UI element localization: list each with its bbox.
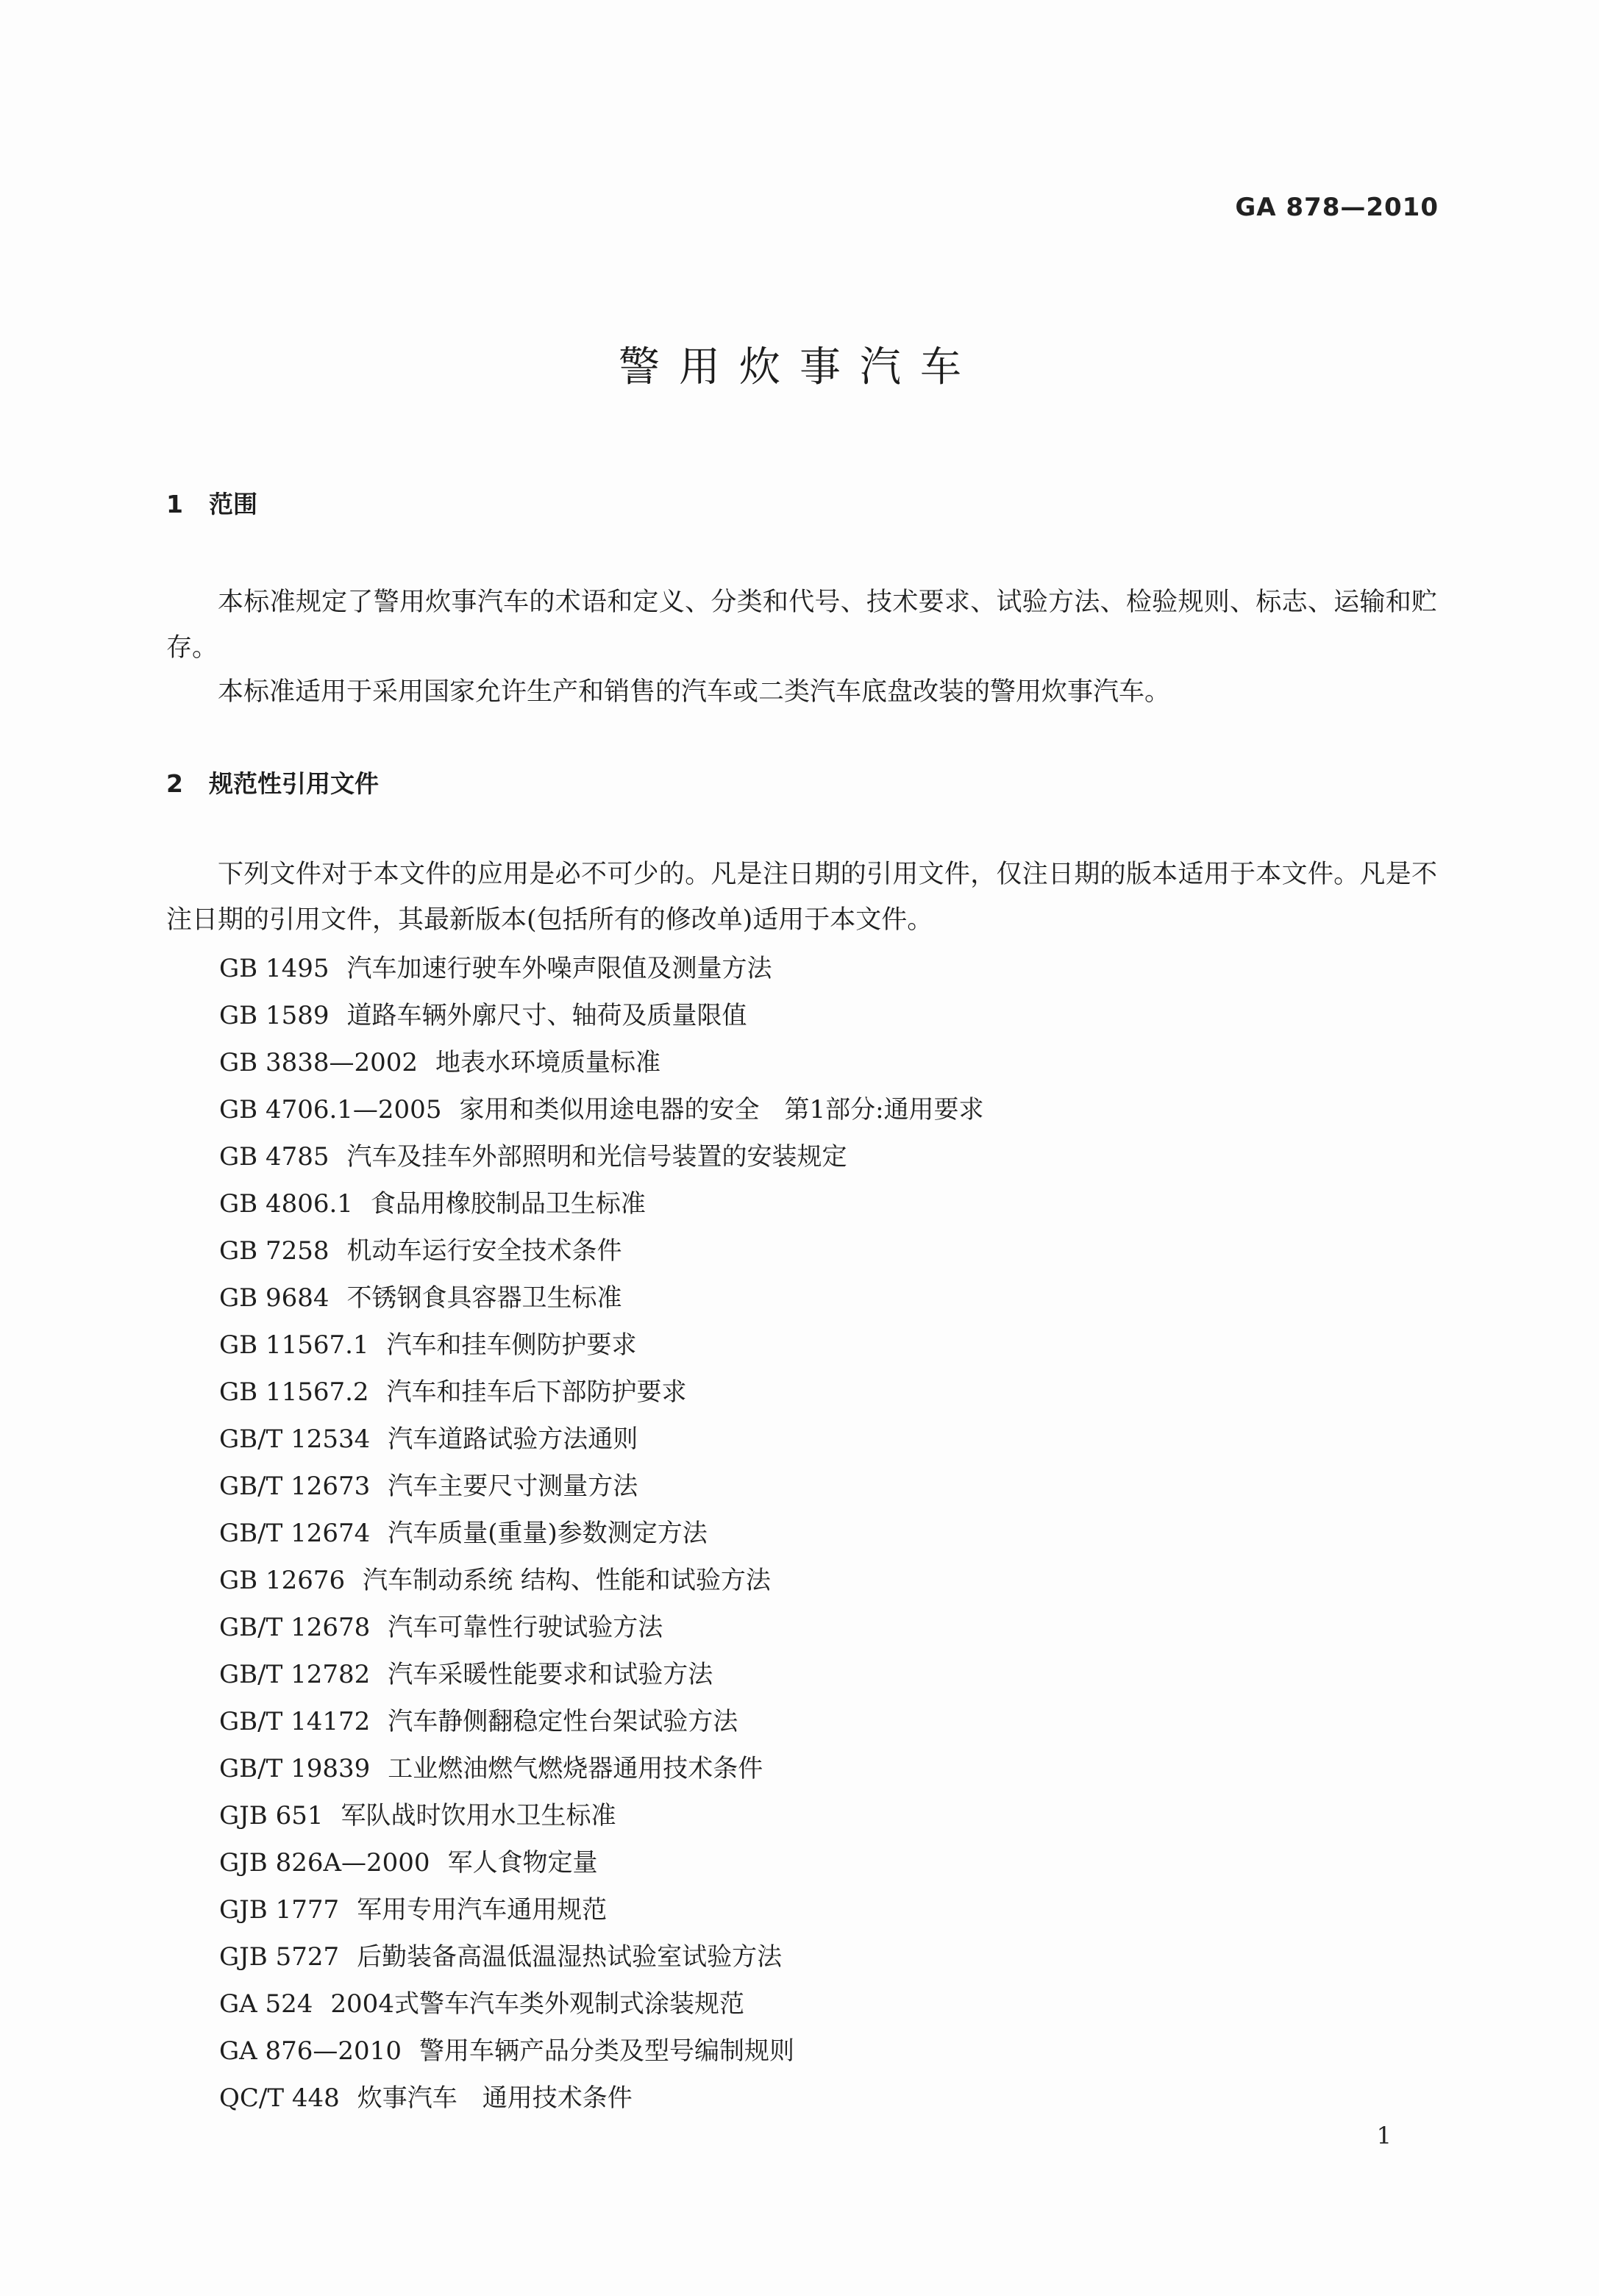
scope-paragraph-2: 本标准适用于采用国家允许生产和销售的汽车或二类汽车底盘改装的警用炊事汽车。 xyxy=(218,677,1171,707)
reference-code: GA 524 xyxy=(219,1989,313,2019)
reference-code: GJB 826A—2000 xyxy=(219,1848,430,1878)
reference-item xyxy=(219,1274,984,1322)
reference-item xyxy=(219,2028,984,2075)
reference-code: GB 1589 xyxy=(219,1001,330,1030)
reference-title: 汽车采暖性能要求和试验方法 xyxy=(388,1660,713,1689)
reference-title: 2004式警车汽车类外观制式涂装规范 xyxy=(330,1989,744,2019)
reference-code: GJB 651 xyxy=(219,1801,324,1830)
reference-code: GJB 1777 xyxy=(219,1895,340,1925)
reference-title: 道路车辆外廓尺寸、轴荷及质量限值 xyxy=(346,1001,747,1030)
reference-title: 军队战时饮用水卫生标准 xyxy=(341,1801,616,1830)
reference-title: 机动车运行安全技术条件 xyxy=(346,1236,622,1266)
reference-item xyxy=(219,1510,984,1557)
reference-code: GB 9684 xyxy=(219,1283,330,1313)
reference-item xyxy=(219,1745,984,1792)
reference-item xyxy=(219,1886,984,1933)
reference-item xyxy=(219,1698,984,1745)
reference-code: GB 3838—2002 xyxy=(219,1048,419,1077)
reference-title: 炊事汽车 通用技术条件 xyxy=(357,2083,633,2113)
reference-title: 地表水环境质量标准 xyxy=(435,1048,661,1077)
reference-code: GB 1495 xyxy=(219,954,330,983)
reference-code: GB 11567.1 xyxy=(219,1330,369,1360)
reference-title: 食品用橡胶制品卫生标准 xyxy=(370,1189,646,1219)
reference-title: 汽车和挂车后下部防护要求 xyxy=(386,1377,687,1407)
reference-title: 后勤装备高温低温湿热试验室试验方法 xyxy=(357,1942,783,1972)
reference-code: GB/T 12678 xyxy=(219,1613,371,1642)
reference-item xyxy=(219,2075,984,2122)
reference-title: 工业燃油燃气燃烧器通用技术条件 xyxy=(388,1754,763,1783)
reference-code: GB/T 12673 xyxy=(219,1472,371,1501)
reference-item xyxy=(219,1933,984,1981)
reference-title: 不锈钢食具容器卫生标准 xyxy=(346,1283,622,1313)
references-intro-paragraph: 下列文件对于本文件的应用是必不可少的。凡是注日期的引用文件，仅注日期的版本适用于本文件。凡是不注日期的引用文件，其最新版本(包括所有的修改单)适用于本文件。 xyxy=(166,860,1437,935)
reference-code: QC/T 448 xyxy=(219,2083,340,2113)
reference-title: 汽车及挂车外部照明和光信号装置的安装规定 xyxy=(346,1142,847,1172)
reference-title: 汽车静侧翻稳定性台架试验方法 xyxy=(388,1707,738,1736)
reference-item xyxy=(219,1322,984,1369)
section-1-heading xyxy=(166,485,257,520)
reference-code: GB 4706.1—2005 xyxy=(219,1095,442,1124)
reference-title: 汽车质量(重量)参数测定方法 xyxy=(388,1519,708,1548)
reference-title: 汽车和挂车侧防护要求 xyxy=(386,1330,637,1360)
standard-code: GA 878—2010 xyxy=(1235,193,1439,222)
document-title: 警用炊事汽车 xyxy=(619,343,980,391)
reference-code: GB/T 19839 xyxy=(219,1754,371,1783)
scope-paragraph-1: 本标准规定了警用炊事汽车的术语和定义、分类和代号、技术要求、试验方法、检验规则、标志、运输和贮存。 xyxy=(166,588,1437,663)
reference-item xyxy=(219,1981,984,2028)
reference-code: GB/T 12674 xyxy=(219,1519,371,1548)
reference-item xyxy=(219,1839,984,1886)
reference-list xyxy=(219,945,984,2122)
section-title: 范围 xyxy=(209,490,257,518)
reference-item xyxy=(219,992,984,1039)
reference-item xyxy=(219,1133,984,1180)
reference-item xyxy=(219,1086,984,1133)
reference-code: GB 7258 xyxy=(219,1236,330,1266)
reference-code: GB/T 12534 xyxy=(219,1425,371,1454)
reference-title: 汽车可靠性行驶试验方法 xyxy=(388,1613,663,1642)
reference-title: 警用车辆产品分类及型号编制规则 xyxy=(419,2036,794,2066)
reference-code: GB 11567.2 xyxy=(219,1377,369,1407)
section-title: 规范性引用文件 xyxy=(209,769,379,798)
reference-item xyxy=(219,1463,984,1510)
reference-title: 军用专用汽车通用规范 xyxy=(357,1895,608,1925)
reference-title: 军人食物定量 xyxy=(447,1848,598,1878)
reference-item xyxy=(219,1039,984,1086)
reference-item xyxy=(219,1180,984,1227)
reference-code: GB 4806.1 xyxy=(219,1189,353,1219)
reference-item xyxy=(219,1369,984,1416)
reference-item xyxy=(219,1792,984,1839)
reference-item xyxy=(219,1416,984,1463)
section-2-heading xyxy=(166,765,379,799)
reference-title: 汽车道路试验方法通则 xyxy=(388,1425,638,1454)
reference-item xyxy=(219,1227,984,1274)
reference-title: 汽车主要尺寸测量方法 xyxy=(388,1472,638,1501)
reference-code: GB 12676 xyxy=(219,1566,346,1595)
reference-code: GB 4785 xyxy=(219,1142,330,1172)
page-number: 1 xyxy=(1376,2122,1392,2150)
reference-title: 汽车加速行驶车外噪声限值及测量方法 xyxy=(346,954,772,983)
section-number: 1 xyxy=(166,490,183,518)
reference-code: GB/T 14172 xyxy=(219,1707,371,1736)
reference-code: GJB 5727 xyxy=(219,1942,340,1972)
reference-title: 汽车制动系统 结构、性能和试验方法 xyxy=(363,1566,771,1595)
reference-item xyxy=(219,1604,984,1651)
reference-item xyxy=(219,1651,984,1698)
reference-item xyxy=(219,945,984,992)
reference-title: 家用和类似用途电器的安全 第1部分:通用要求 xyxy=(459,1095,984,1124)
section-number: 2 xyxy=(166,769,183,798)
reference-code: GB/T 12782 xyxy=(219,1660,371,1689)
reference-code: GA 876—2010 xyxy=(219,2036,402,2066)
reference-item xyxy=(219,1557,984,1604)
